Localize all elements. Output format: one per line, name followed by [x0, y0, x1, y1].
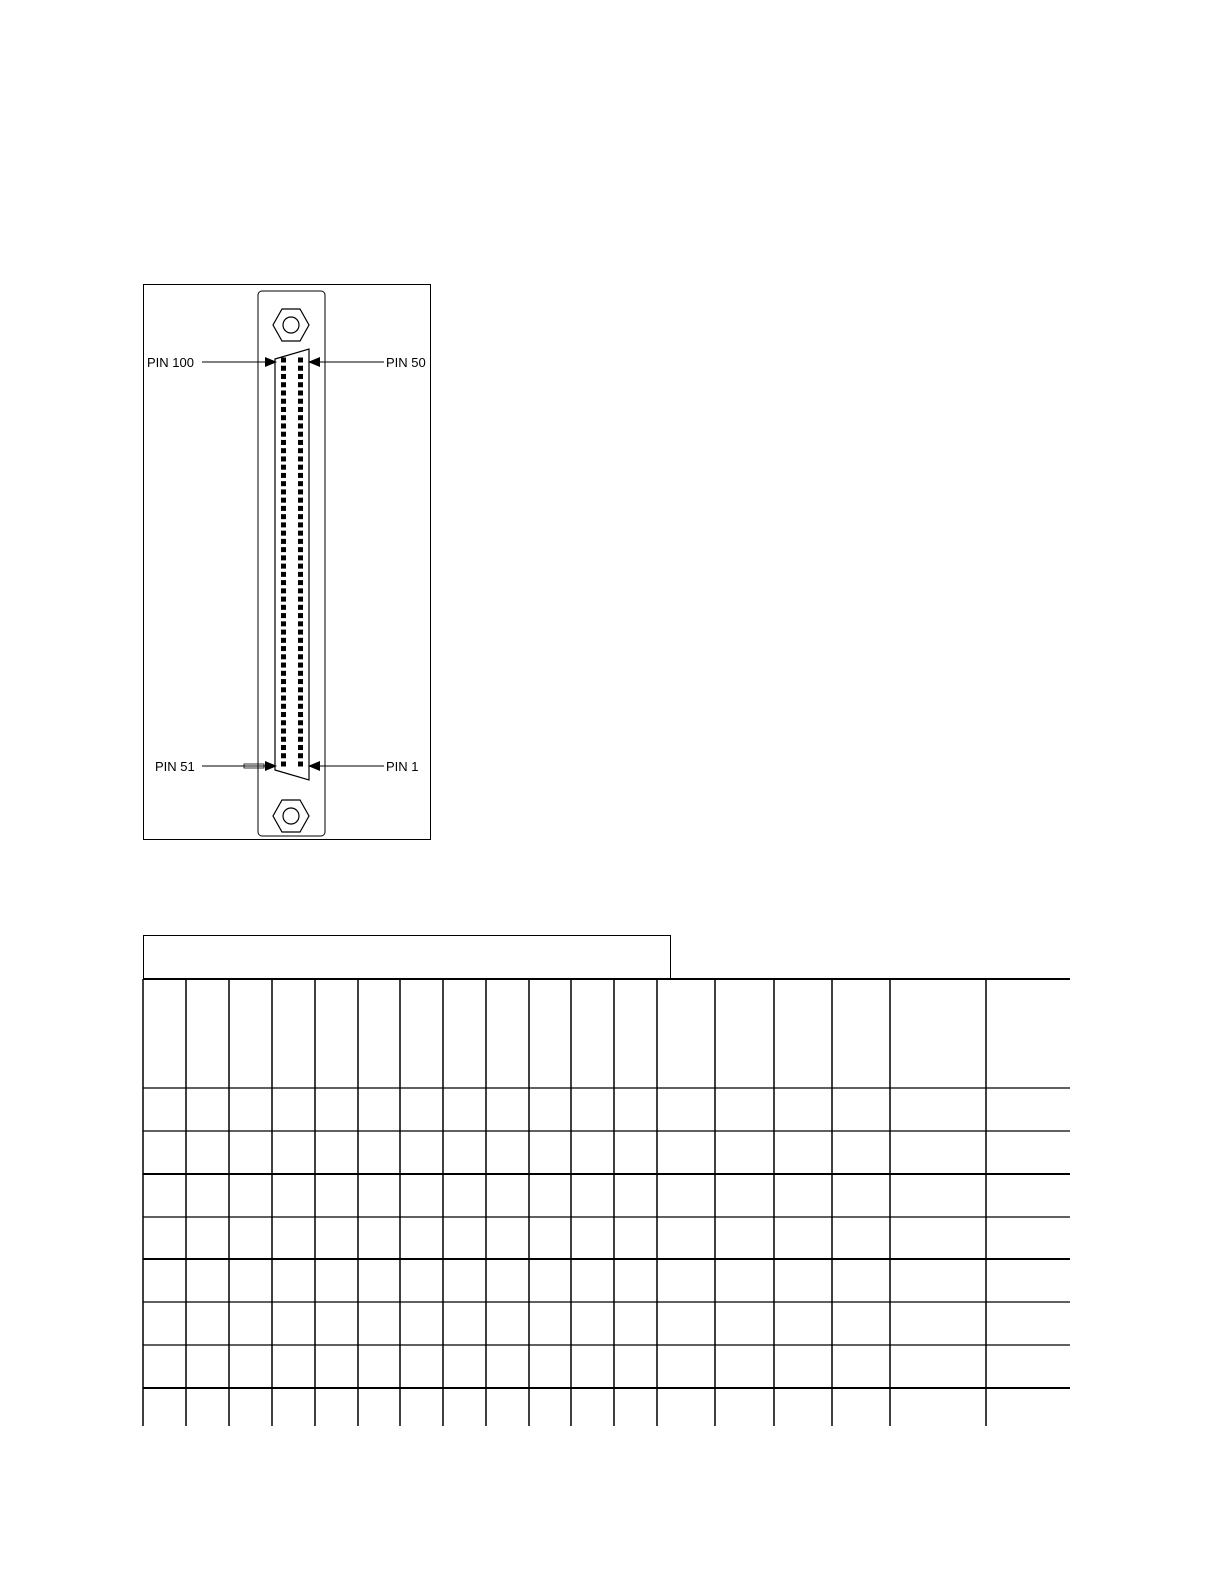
pin-100-label: PIN 100 [147, 355, 194, 370]
pin-50-label: PIN 50 [386, 355, 426, 370]
pin-1-label: PIN 1 [386, 759, 419, 774]
pin-51-label: PIN 51 [155, 759, 195, 774]
